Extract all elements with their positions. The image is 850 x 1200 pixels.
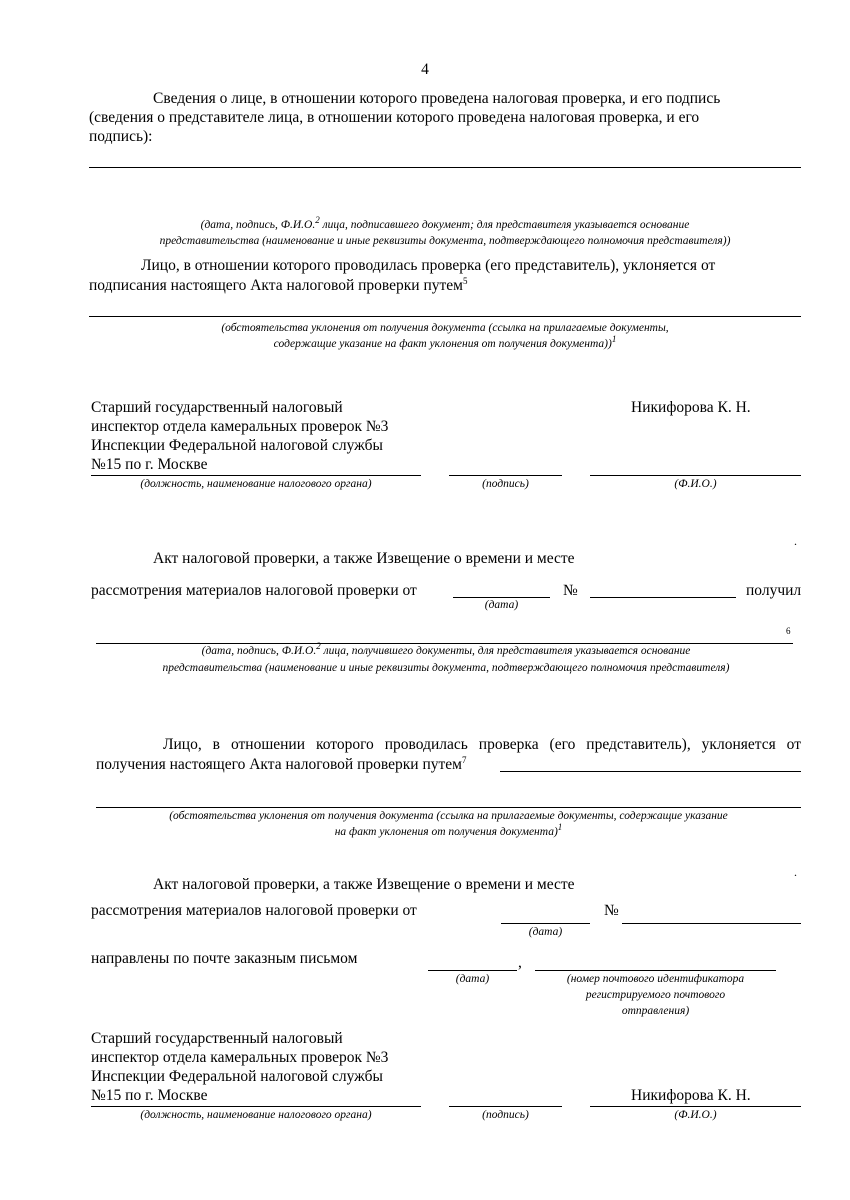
trailing-dot: . bbox=[794, 534, 797, 548]
footnote-mark: 6 bbox=[786, 626, 791, 636]
name-caption: (Ф.И.О.) bbox=[674, 478, 717, 490]
subject-info-fill-line[interactable] bbox=[89, 167, 801, 168]
name-line bbox=[590, 1106, 801, 1107]
mail-date-caption: (дата) bbox=[528, 926, 563, 938]
receipt-caption-line2: представительства (наименование и иные реквизиты документа, подтверждающего полномочия представителя) bbox=[162, 662, 730, 674]
trailing-dot: . bbox=[794, 865, 797, 879]
receipt-line1: Акт налоговой проверки, а также Извещение о времени и месте bbox=[153, 550, 575, 567]
signature-line[interactable] bbox=[449, 1106, 562, 1107]
subject-info-line1: Сведения о лице, в отношении которого проведена налоговая проверка, и его подпись bbox=[153, 90, 721, 107]
evasion-signing-line1: Лицо, в отношении которого проводилась проверка (его представитель), уклоняется от bbox=[141, 257, 716, 274]
inspector-position-line2: инспектор отдела камеральных проверок №3 bbox=[91, 418, 389, 435]
evasion-signing-fill-line[interactable] bbox=[89, 316, 801, 317]
mail-line2: рассмотрения материалов налоговой проверки от bbox=[91, 902, 417, 919]
evasion-signing-caption-line1: (обстоятельства уклонения от получения документа (ссылка на прилагаемые документы, bbox=[221, 322, 669, 334]
mail-tracking-field[interactable] bbox=[535, 970, 776, 971]
subject-info-caption-line1: (дата, подпись, Ф.И.О.$^2$ лица, подписавшего документ; для представителя указывается основание bbox=[200, 215, 690, 231]
inspector-position-line3: Инспекции Федеральной налоговой службы bbox=[91, 1068, 383, 1085]
position-line bbox=[91, 475, 421, 476]
receipt-received: получил bbox=[746, 582, 802, 599]
mail-sent-date-field[interactable] bbox=[428, 970, 517, 971]
mail-tracking-caption-line1: (номер почтового идентификатора bbox=[566, 973, 745, 985]
evasion-receipt-line2: получения настоящего Акта налоговой проверки путем$^7$ bbox=[96, 754, 467, 773]
position-caption: (должность, наименование налогового органа) bbox=[140, 478, 372, 490]
subject-info-line2: (сведения о представителе лица, в отношении которого проведена налоговая проверка, и его bbox=[89, 109, 700, 126]
mail-comma: , bbox=[518, 954, 522, 971]
position-caption: (должность, наименование налогового органа) bbox=[140, 1109, 372, 1121]
mail-number-sign: № bbox=[604, 902, 619, 919]
mail-tracking-caption-line2: регистрируемого почтового bbox=[585, 989, 726, 1001]
subject-info-line3: подпись): bbox=[89, 128, 153, 145]
evasion-signing-line2: подписания настоящего Акта налоговой проверки путем$^5$ bbox=[89, 275, 468, 294]
evasion-receipt-inline-field[interactable] bbox=[500, 771, 801, 772]
page-number: 4 bbox=[421, 61, 429, 78]
mail-line1: Акт налоговой проверки, а также Извещение о времени и месте bbox=[153, 876, 575, 893]
mail-date-field[interactable] bbox=[501, 923, 590, 924]
mail-tracking-caption-line3: отправления) bbox=[621, 1005, 690, 1017]
receipt-line2: рассмотрения материалов налоговой проверки от bbox=[91, 582, 417, 599]
evasion-receipt-caption-line1: (обстоятельства уклонения от получения документа (ссылка на прилагаемые документы, содержащие указание bbox=[169, 810, 728, 822]
evasion-receipt-fill-line[interactable] bbox=[96, 807, 801, 808]
inspector-position-line1: Старший государственный налоговый bbox=[91, 399, 343, 416]
receipt-date-caption: (дата) bbox=[484, 599, 519, 611]
mail-number-field[interactable] bbox=[622, 923, 801, 924]
inspector-position-line1: Старший государственный налоговый bbox=[91, 1030, 343, 1047]
mail-sent-date-caption: (дата) bbox=[455, 973, 490, 985]
evasion-signing-caption-line2: содержащие указание на факт уклонения от получения документа))$^1$ bbox=[273, 334, 617, 350]
name-line bbox=[590, 475, 801, 476]
subject-info-caption-line2: представительства (наименование и иные реквизиты документа, подтверждающего полномочия представителя)) bbox=[159, 235, 731, 247]
receipt-caption-line1: (дата, подпись, Ф.И.О.$^2$ лица, получившего документы, для представителя указывается основание bbox=[201, 641, 691, 657]
evasion-receipt-caption-line2: на факт уклонения от получения документа)$^1$ bbox=[334, 822, 563, 838]
inspector-position-line4: №15 по г. Москве bbox=[91, 1087, 208, 1104]
signature-caption: (подпись) bbox=[482, 1109, 529, 1121]
name-caption: (Ф.И.О.) bbox=[674, 1109, 717, 1121]
signature-line[interactable] bbox=[449, 475, 562, 476]
receipt-number-field[interactable] bbox=[590, 597, 736, 598]
evasion-receipt-line1: Лицо, в отношении которого проводилась проверка (его представитель), уклоняется от bbox=[163, 736, 801, 753]
signature-caption: (подпись) bbox=[482, 478, 529, 490]
mail-sent-line: направлены по почте заказным письмом bbox=[91, 950, 358, 967]
inspector-name: Никифорова К. Н. bbox=[631, 1087, 751, 1104]
inspector-position-line3: Инспекции Федеральной налоговой службы bbox=[91, 437, 383, 454]
position-line bbox=[91, 1106, 421, 1107]
receipt-number-sign: № bbox=[563, 582, 578, 599]
inspector-position-line4: №15 по г. Москве bbox=[91, 456, 208, 473]
inspector-name: Никифорова К. Н. bbox=[631, 399, 751, 416]
inspector-position-line2: инспектор отдела камеральных проверок №3 bbox=[91, 1049, 389, 1066]
